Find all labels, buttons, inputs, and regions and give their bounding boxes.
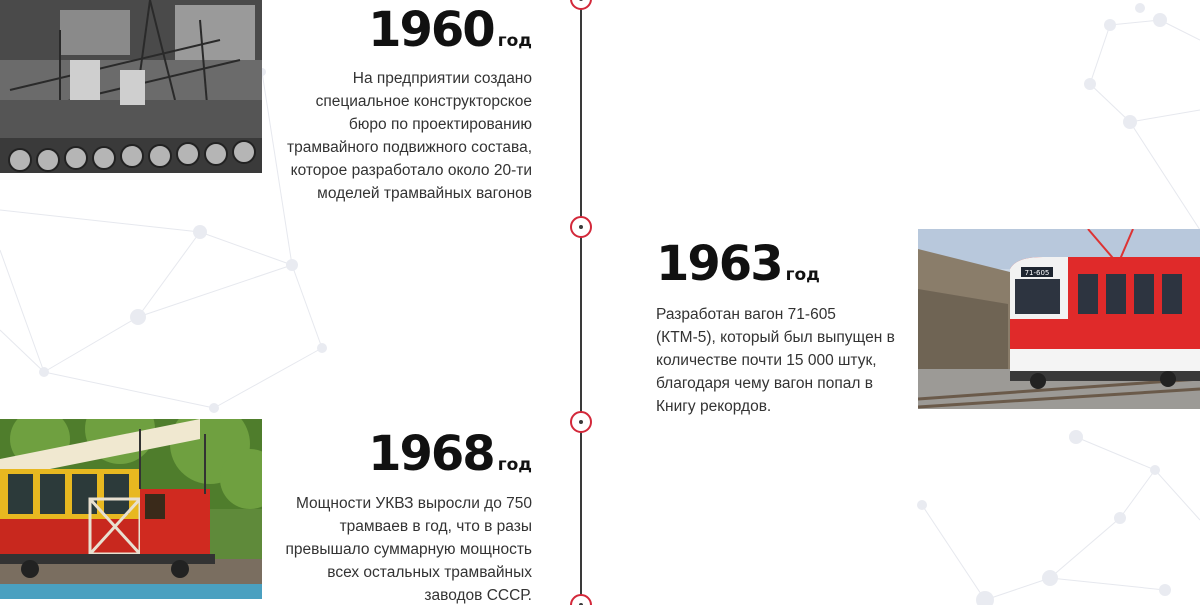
year-description-1960: На предприятии создано специальное конструкторское бюро по проектированию трамвайного подвижного состава, которое разработало около 20-ти моделей трамвайных вагонов [287,70,532,202]
year-heading-1968 [300,426,532,482]
year-number: 1968 [368,426,494,482]
timeline-marker-1968 [570,411,592,433]
tram-number-plate: 71-605 [1024,269,1050,277]
year-description-1963: Разработан вагон 71-605 (КТМ-5), который был выпущен в количестве почти 15 000 штук, благодаря чему вагон попал в Книгу рекордов. [656,306,895,415]
year-number: 1963 [656,236,782,292]
year-description-1968: Мощности УКВЗ выросли до 750 трамваев в год, что в разы превышало суммарную мощность всех остальных трамвайных заводов СССР. [285,495,532,604]
year-heading-1960 [300,2,532,58]
year-word: год [497,455,532,475]
ktm5-tram-photo [918,229,1200,409]
year-word: год [785,265,820,285]
year-heading-1963 [656,236,906,292]
factory-workshop-photo [0,0,262,173]
timeline-marker-1963 [570,216,592,238]
vintage-tram-photo [0,419,262,599]
timeline-line [580,0,582,605]
year-word: год [497,31,532,51]
year-number: 1960 [368,2,494,58]
